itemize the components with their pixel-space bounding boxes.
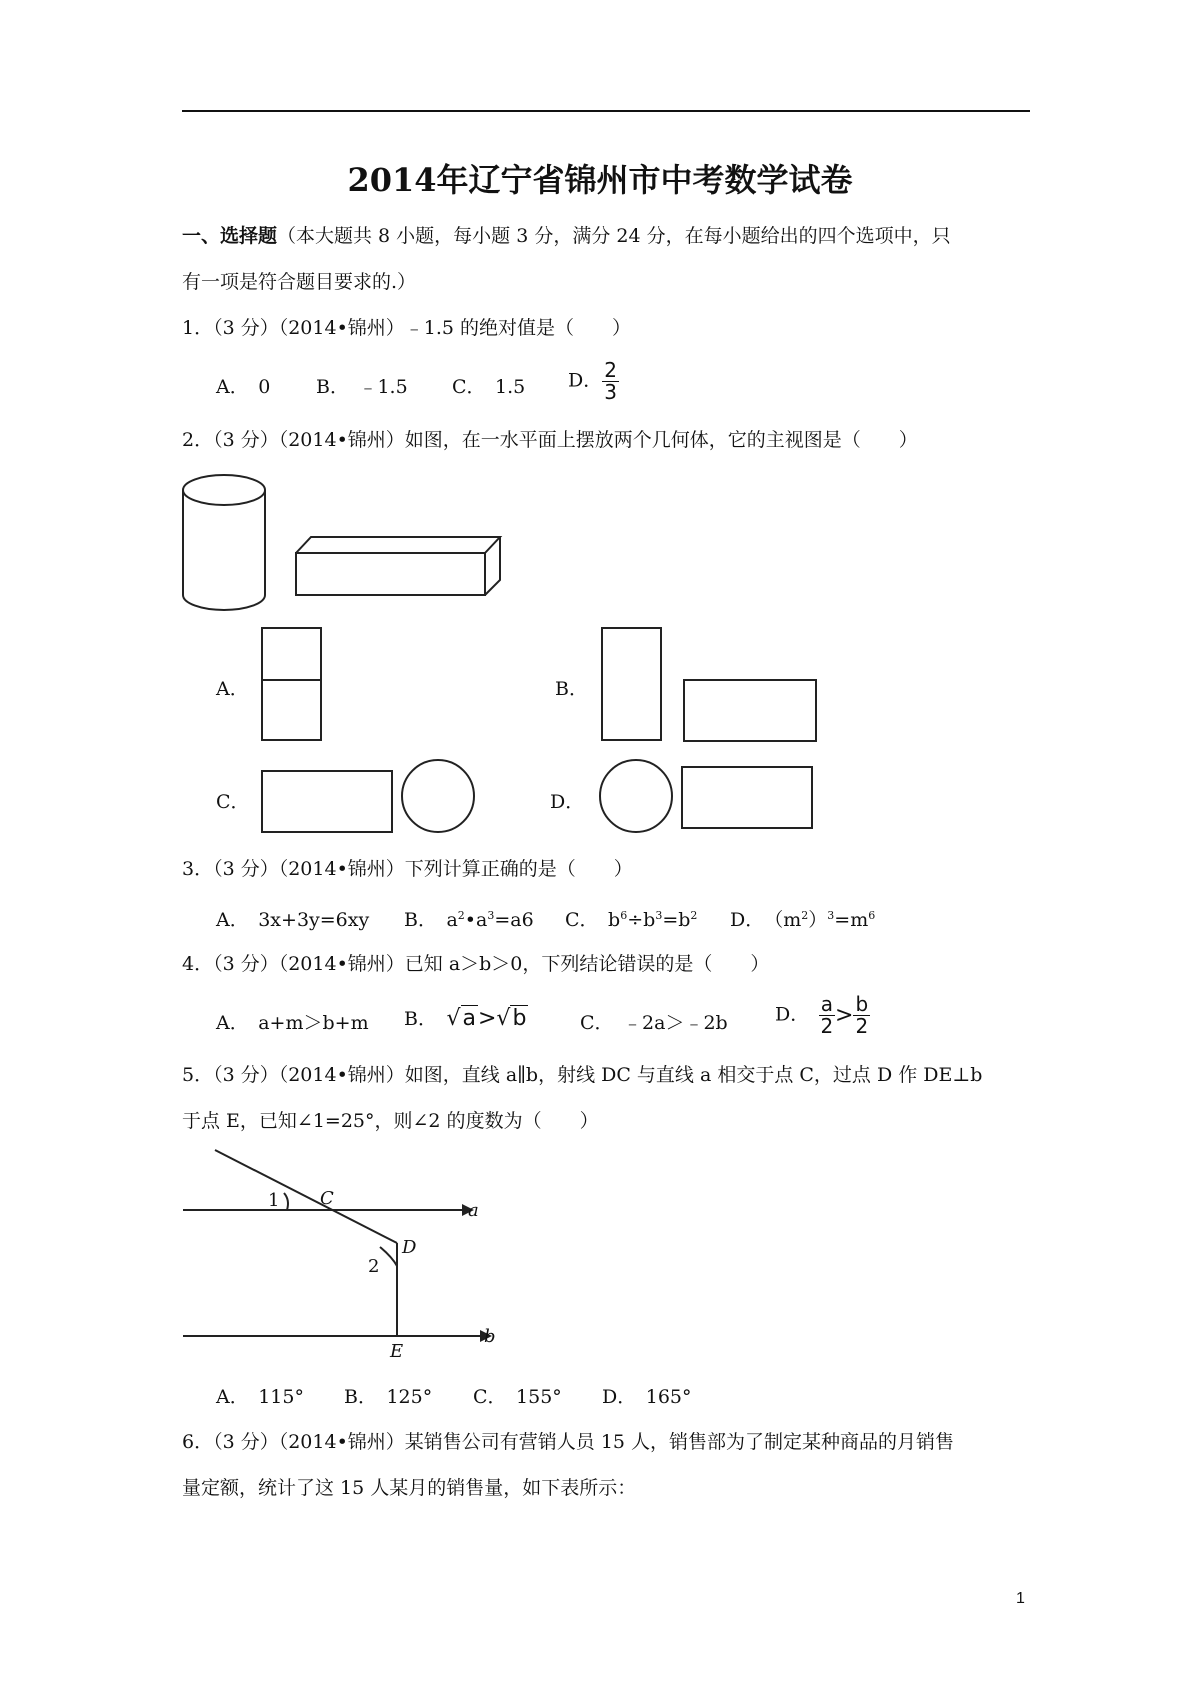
section-label: 一、选择题 — [182, 225, 278, 247]
fraction-b-over-2: $\frac{b}{2}$ — [855, 992, 869, 1038]
q4-d-label: D． — [775, 1003, 800, 1026]
page-number: 1 — [1016, 1590, 1025, 1607]
fig-label-e: E — [390, 1341, 404, 1362]
q1-d-label: D． — [568, 369, 603, 392]
q3-option-d: D． $(m^2)^3=m^6$ — [730, 909, 876, 931]
q4-option-a: A． a+m＞b+m — [216, 1012, 369, 1034]
q1-option-c: C． 1.5 — [452, 376, 526, 398]
sqrt-a-expression: √a>√b — [446, 1006, 527, 1031]
q4-stem: 4．（3 分）（2014•锦州）已知 a＞b＞0，下列结论错误的是（ ） — [182, 953, 770, 975]
q6-stem-line2: 量定额，统计了这 15 人某月的销售量，如下表所示： — [182, 1477, 637, 1499]
angle-1-arc — [284, 1193, 288, 1210]
q3-d-label: D． — [730, 909, 774, 931]
q2-option-b-figure — [602, 628, 816, 741]
q5-stem-line2: 于点 E，已知∠1=25°，则∠2 的度数为（ ） — [182, 1110, 599, 1132]
fraction-numerator: 2 — [604, 358, 617, 382]
fig-label-1: 1 — [268, 1190, 280, 1211]
fig-label-d: D — [402, 1237, 417, 1258]
q5-option-d: D． 165° — [602, 1386, 692, 1408]
cylinder-figure — [183, 475, 265, 610]
fig-label-a: a — [468, 1200, 479, 1221]
q2-option-d: D． — [550, 791, 585, 813]
q1-stem: 1．（3 分）（2014•锦州）﹣1.5 的绝对值是（ ） — [182, 317, 632, 339]
fraction-a-over-2: $\frac{a}{2}$ — [820, 992, 834, 1038]
q2-stem: 2．（3 分）（2014•锦州）如图，在一水平面上摆放两个几何体，它的主视图是（ ） — [182, 429, 918, 451]
fig-label-c: C — [320, 1188, 334, 1209]
q2-option-c: C． — [216, 791, 250, 813]
q3-option-a: A． 3x+3y=6xy — [216, 909, 370, 931]
section-desc-cont: 有一项是符合题目要求的.） — [182, 271, 417, 293]
fig-label-b: b — [484, 1326, 496, 1347]
q2-option-a-figure — [262, 628, 321, 740]
q2-option-b: B． — [555, 678, 588, 700]
q4-option-b — [404, 1004, 528, 1031]
q2-option-c-figure — [262, 760, 474, 832]
fig-label-2: 2 — [368, 1256, 380, 1277]
ray-dc — [215, 1150, 397, 1243]
q4-b-label: B． — [404, 1008, 428, 1030]
q2-option-d-figure — [600, 760, 812, 832]
q1-option-b: B． ﹣1.5 — [316, 376, 408, 398]
q5-option-b: B． 125° — [344, 1386, 433, 1408]
q4-option-c: C． ﹣2a＞﹣2b — [580, 1012, 728, 1034]
q5-option-a: A． 115° — [216, 1386, 304, 1408]
cuboid-figure — [296, 537, 500, 595]
q1-option-a: A． 0 — [216, 376, 271, 398]
q3-option-c: C． $b^6\div b^3=b^2$ — [565, 909, 698, 931]
q3-b-label: B． — [404, 909, 447, 931]
q5-stem-line1: 5．（3 分）（2014•锦州）如图，直线 a∥b，射线 DC 与直线 a 相交于点 C，过点 D 作 DE⊥b — [182, 1064, 983, 1086]
q3-option-b: B． $a^2•a^3=a6$ — [404, 909, 534, 931]
fraction-denominator: 3 — [604, 380, 617, 404]
section-desc: （本大题共 8 小题，每小题 3 分，满分 24 分，在每小题给出的四个选项中，只 — [277, 225, 951, 247]
q5-option-c: C． 155° — [473, 1386, 562, 1408]
q5-figure — [183, 1150, 492, 1342]
q3-stem: 3．（3 分）（2014•锦州）下列计算正确的是（ ） — [182, 858, 633, 880]
q2-option-a: A． — [216, 678, 249, 700]
q6-stem-line1: 6．（3 分）（2014•锦州）某销售公司有营销人员 15 人，销售部为了制定某种商品的月销售 — [182, 1431, 955, 1453]
angle-2-arc — [380, 1247, 397, 1266]
page-title: 2014年辽宁省锦州市中考数学试卷 — [347, 161, 853, 199]
q3-c-label: C． — [565, 909, 609, 931]
q4-option-d: D． $\frac{a}{2}$ > $\frac{b}{2}$ — [775, 992, 869, 1038]
